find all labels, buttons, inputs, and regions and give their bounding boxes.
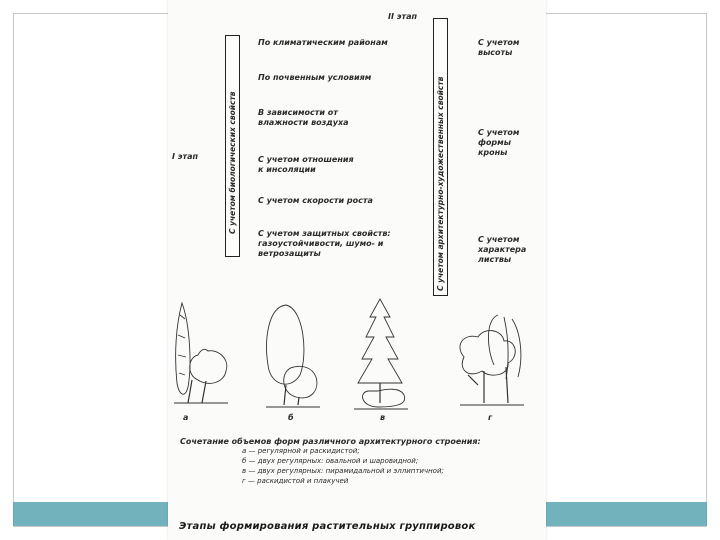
legend-line: в — двух регулярных: пирамидальной и эллиптичной;: [242, 467, 444, 475]
tree-label-a: а: [183, 413, 189, 422]
center-item: По почвенным условиям: [258, 73, 372, 82]
tree-b-illustration: [266, 305, 320, 407]
biological-properties-bar: [225, 35, 240, 257]
stage2-label: II этап: [388, 12, 418, 21]
legend-line: а — регулярной и раскидистой;: [242, 447, 360, 455]
center-item: По климатическим районам: [258, 38, 388, 47]
tree-a-illustration: [174, 303, 228, 403]
center-item: С учетом скорости роста: [258, 196, 373, 205]
legend-heading: Сочетание объемов форм различного архитектурного строения:: [180, 437, 481, 446]
figure-legend: [180, 437, 540, 486]
legend-line: г — раскидистой и плакучей: [242, 477, 349, 485]
biological-properties-label: С учетом биологических свойств: [228, 91, 237, 234]
center-item: В зависимости от влажности воздуха: [258, 108, 349, 127]
architectural-properties-label: С учетом архитектурно-художественных свойств: [436, 76, 445, 291]
legend-line: б — двух регулярных: овальной и шаровидной;: [242, 457, 419, 465]
scanned-page: [168, 0, 546, 540]
tree-c-illustration: [354, 299, 408, 409]
right-item: С учетом формы кроны: [478, 128, 520, 157]
center-item: С учетом отношения к инсоляции: [258, 155, 354, 174]
tree-illustrations: [168, 295, 546, 420]
tree-d-illustration: [460, 315, 524, 405]
center-item: С учетом защитных свойств: газоустойчивости, шумо- и ветрозащиты: [258, 229, 391, 258]
right-item: С учетом высоты: [478, 38, 520, 57]
figure-caption: Этапы формирования растительных группировок: [179, 521, 476, 532]
tree-label-d: г: [488, 413, 493, 422]
tree-label-b: б: [288, 413, 294, 422]
tree-label-c: в: [380, 413, 386, 422]
right-item: С учетом характера листвы: [478, 235, 527, 264]
stage1-label: I этап: [172, 152, 199, 161]
architectural-properties-bar: [433, 18, 448, 296]
